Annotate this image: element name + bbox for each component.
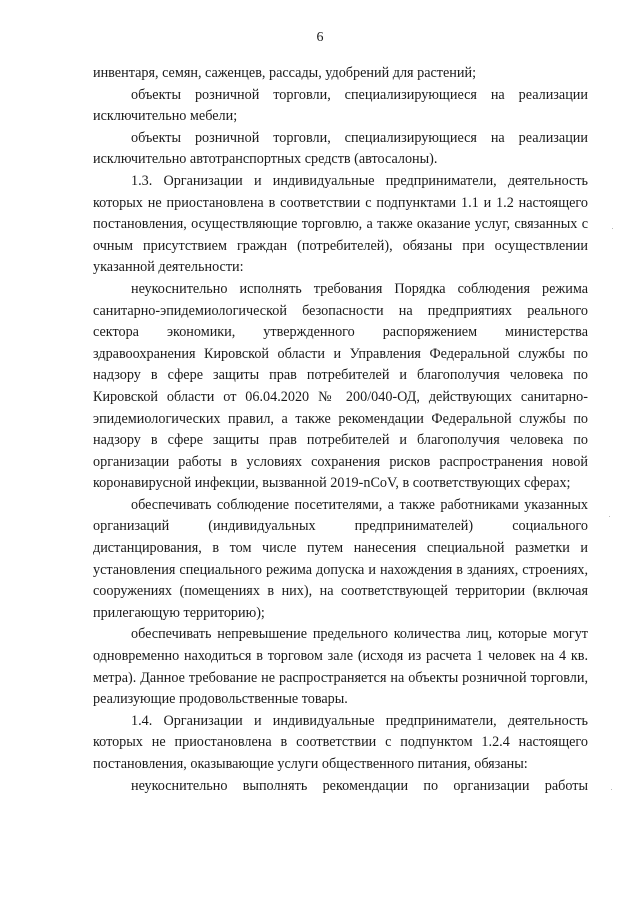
document-body	[93, 63, 588, 797]
paragraph-furniture-stores: объекты розничной торговли, специализирующиеся на реализации исключительно мебели;	[93, 86, 588, 125]
paragraph-social-distancing: обеспечивать соблюдение посетителями, а также работниками указанных организаций (индивидуальных предпринимателей) социального дистанцирования, в том числе путем нанесения специальной разметки и установления специального режима допуска и нахождения в зданиях, строениях, сооружениях (помещениях в них), на соответствующей территории (включая прилегающую территорию);	[93, 496, 588, 621]
scan-speck	[609, 516, 610, 517]
paragraph-sanitary-requirements: неукоснительно исполнять требования Порядка соблюдения режима санитарно-эпидемиологической безопасности на предприятиях реального сектора экономики, утвержденного распоряжением министерства здравоохранения Кировской области и Управления Федеральной службы по надзору в сфере защиты прав потребителей и благополучия человека по Кировской области от 06.04.2020 № 200/040-ОД, действующих санитарно-эпидемиологических правил, а также рекомендации Федеральной службы по надзору в сфере защиты прав потребителей и благополучия человека по организации работы в условиях сохранения рисков распространения новой коронавирусной инфекции, вызванной 2019-nCoV, в соответствующих сферах;	[93, 280, 588, 492]
paragraph-continuation: инвентаря, семян, саженцев, рассады, удобрений для растений;	[93, 65, 477, 81]
paragraph-truncated-last: неукоснительно выполнять рекомендации по организации работы	[131, 777, 588, 794]
paragraph-occupancy-limit: обеспечивать непревышение предельного количества лиц, которые могут одновременно находиться в торговом зале (исходя из расчета 1 человек на 4 кв. метра). Данное требование не распространяется на объекты розничной торговли, реализующие продовольственные товары.	[93, 626, 588, 708]
page-number: 6	[316, 30, 324, 45]
paragraph-car-dealerships: объекты розничной торговли, специализирующиеся на реализации исключительно автотранспортных средств (автосалоны).	[93, 129, 588, 168]
scan-speck	[611, 789, 612, 790]
paragraph-clause-1-4: 1.4. Организации и индивидуальные предприниматели, деятельность которых не приостановлена в соответствии с подпунктом 1.2.4 настоящего постановления, оказывающие услуги общественного питания, обязаны:	[93, 712, 588, 772]
scan-speck	[612, 228, 613, 229]
paragraph-clause-1-3: 1.3. Организации и индивидуальные предприниматели, деятельность которых не приостановлена в соответствии с подпунктами 1.1 и 1.2 настоящего постановления, осуществляющие торговлю, а также оказание услуг, связанных с очным присутствием граждан (потребителей), обязаны при осуществлении указанной деятельности:	[93, 172, 588, 276]
